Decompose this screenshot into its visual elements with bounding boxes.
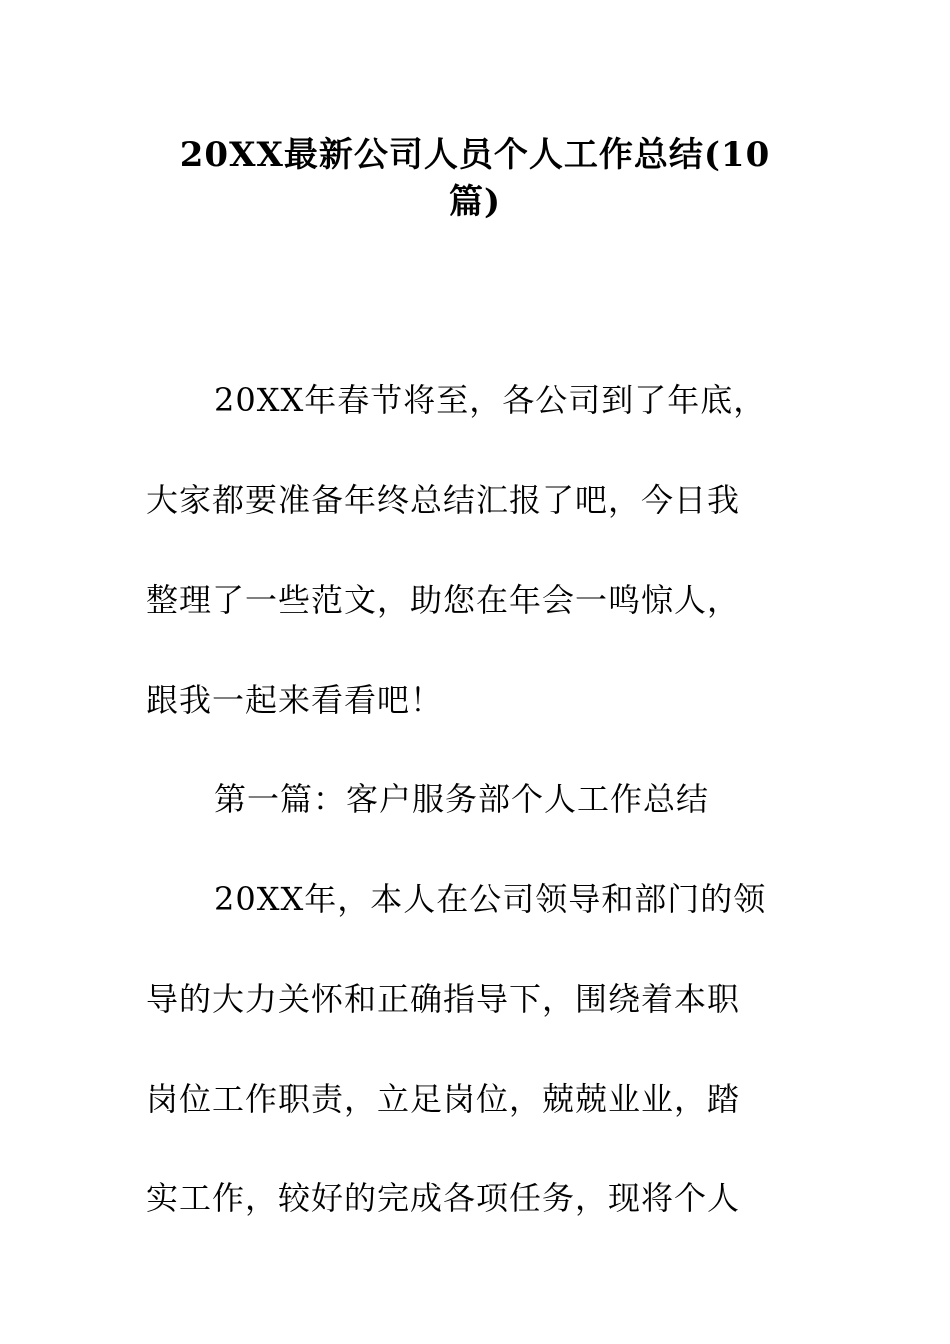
document-title-line-1: 20XX最新公司人员个人工作总结(10 [179, 135, 771, 175]
paragraph-line: 跟我一起来看看吧！ [146, 681, 444, 719]
paragraph-line: 20XX年，本人在公司领导和部门的领 [214, 880, 767, 918]
paragraph-line: 整理了一些范文，助您在年会一鸣惊人， [146, 581, 741, 619]
section-heading: 第一篇：客户服务部个人工作总结 [214, 780, 710, 818]
paragraph-line: 实工作，较好的完成各项任务，现将个人 [146, 1179, 741, 1217]
paragraph-line: 岗位工作职责，立足岗位，兢兢业业，踏 [146, 1080, 741, 1118]
paragraph-line: 导的大力关怀和正确指导下，围绕着本职 [146, 980, 741, 1018]
paragraph-line: 20XX年春节将至，各公司到了年底， [214, 381, 767, 419]
document-title-line-2: 篇) [448, 182, 502, 222]
paragraph-line: 大家都要准备年终总结汇报了吧，今日我 [146, 481, 741, 519]
